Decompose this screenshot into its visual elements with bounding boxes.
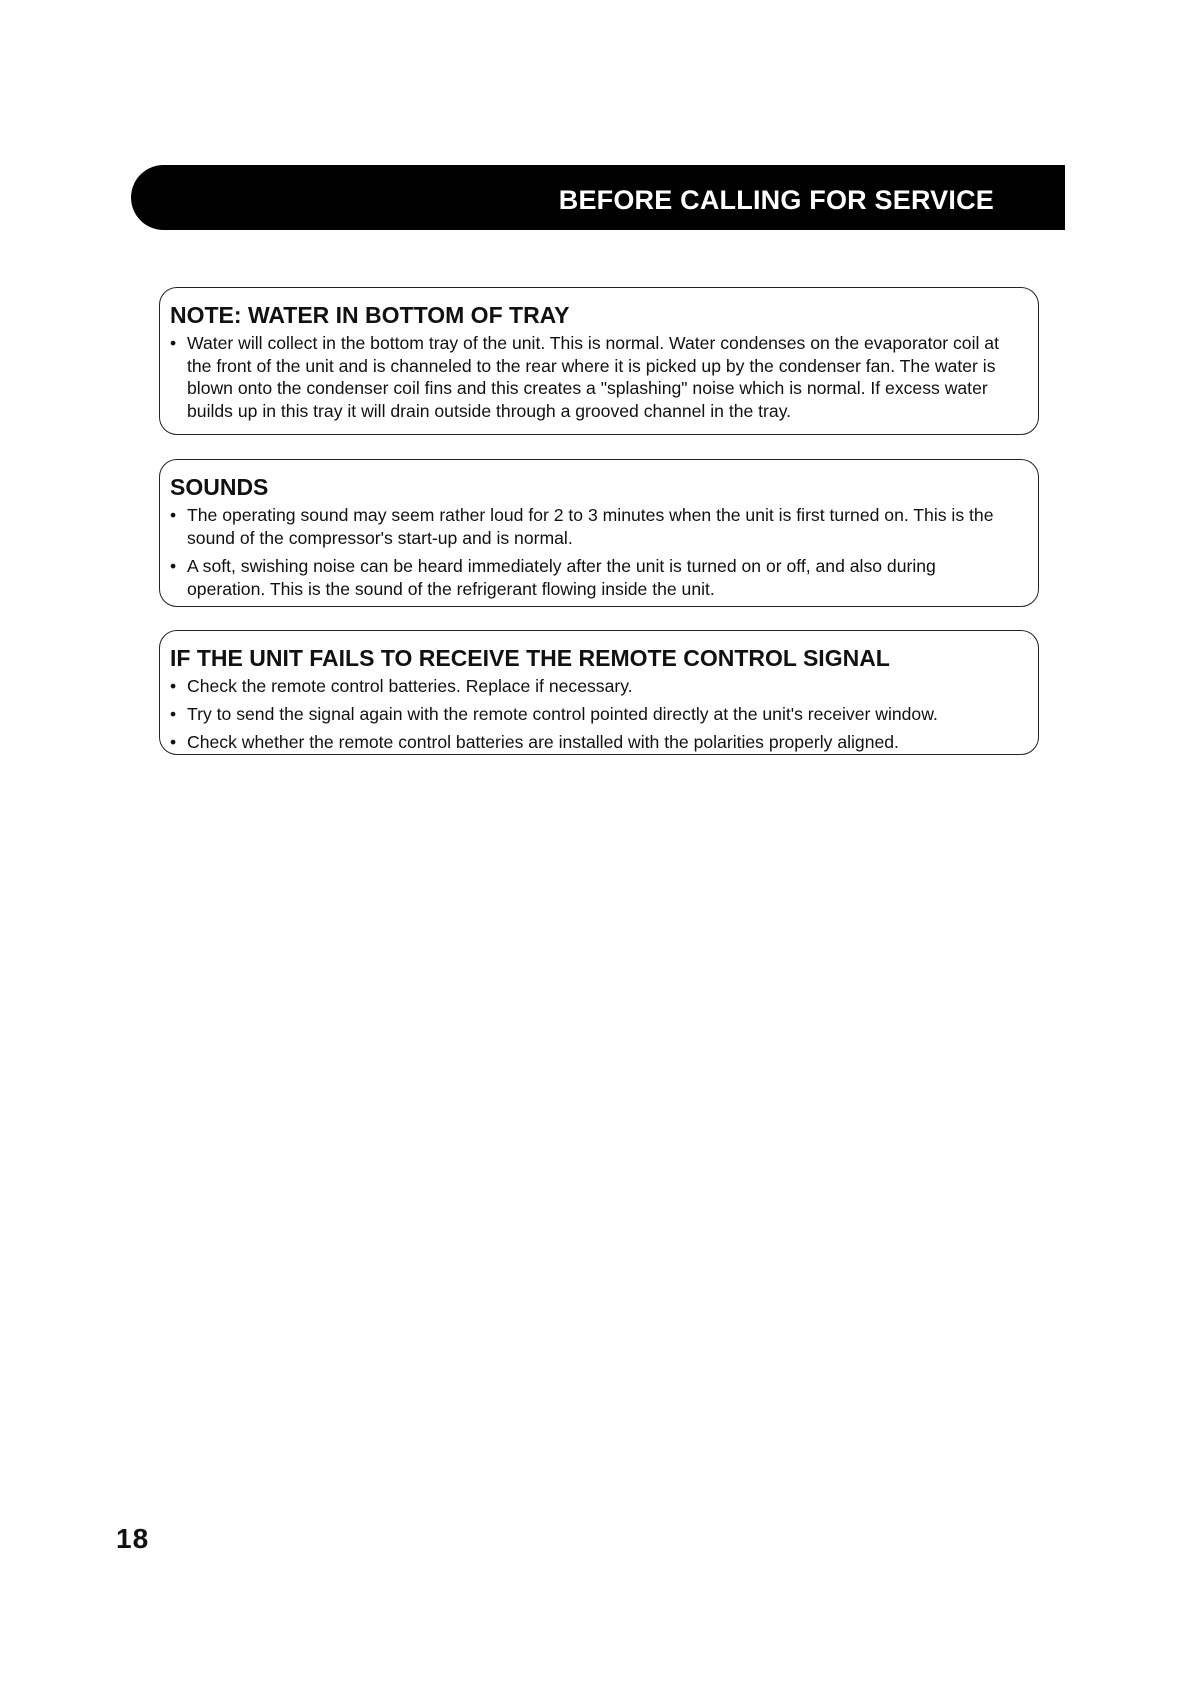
list-item bbox=[170, 555, 1014, 601]
bullet-icon: • bbox=[170, 732, 177, 752]
list-item bbox=[170, 332, 1014, 422]
bullet-icon: • bbox=[170, 704, 177, 724]
bullet-list bbox=[170, 332, 1014, 422]
section-remote-signal bbox=[159, 630, 1039, 755]
bullet-icon: • bbox=[170, 505, 177, 525]
list-item-text: Check the remote control batteries. Replace if necessary. bbox=[187, 676, 633, 696]
section-title: SOUNDS bbox=[170, 474, 269, 500]
section-water-in-tray bbox=[159, 287, 1039, 435]
section-sounds bbox=[159, 459, 1039, 607]
page-number: 18 bbox=[116, 1523, 150, 1554]
list-item bbox=[170, 675, 1014, 698]
list-item-text: Check whether the remote control batteries are installed with the polarities properly aligned. bbox=[187, 732, 899, 752]
bullet-icon: • bbox=[170, 556, 177, 576]
list-item-text: Water will collect in the bottom tray of the unit. This is normal. Water condenses on the evaporator coil at the front of the unit and is channeled to the rear where it is picked up by the condenser fan. The water is blown onto the condenser coil fins and this creates a "splashing" noise which is normal. If excess water builds up in this tray it will drain outside through a grooved channel in the tray. bbox=[187, 333, 999, 421]
list-item-text: A soft, swishing noise can be heard immediately after the unit is turned on or off, and also during operation. This is the sound of the refrigerant flowing inside the unit. bbox=[187, 556, 936, 599]
list-item-text: The operating sound may seem rather loud for 2 to 3 minutes when the unit is first turned on. This is the sound of the compressor's start-up and is normal. bbox=[187, 505, 994, 548]
bullet-list bbox=[170, 675, 1014, 754]
bullet-list bbox=[170, 504, 1014, 601]
section-title: IF THE UNIT FAILS TO RECEIVE THE REMOTE CONTROL SIGNAL bbox=[170, 645, 890, 671]
page-title: BEFORE CALLING FOR SERVICE bbox=[558, 185, 994, 215]
bullet-icon: • bbox=[170, 333, 177, 353]
list-item bbox=[170, 504, 1014, 550]
bullet-icon: • bbox=[170, 676, 177, 696]
list-item bbox=[170, 703, 1014, 726]
list-item-text: Try to send the signal again with the remote control pointed directly at the unit's receiver window. bbox=[187, 704, 938, 724]
header-bar bbox=[131, 165, 1065, 230]
section-title: NOTE: WATER IN BOTTOM OF TRAY bbox=[170, 302, 570, 328]
list-item bbox=[170, 731, 1014, 754]
